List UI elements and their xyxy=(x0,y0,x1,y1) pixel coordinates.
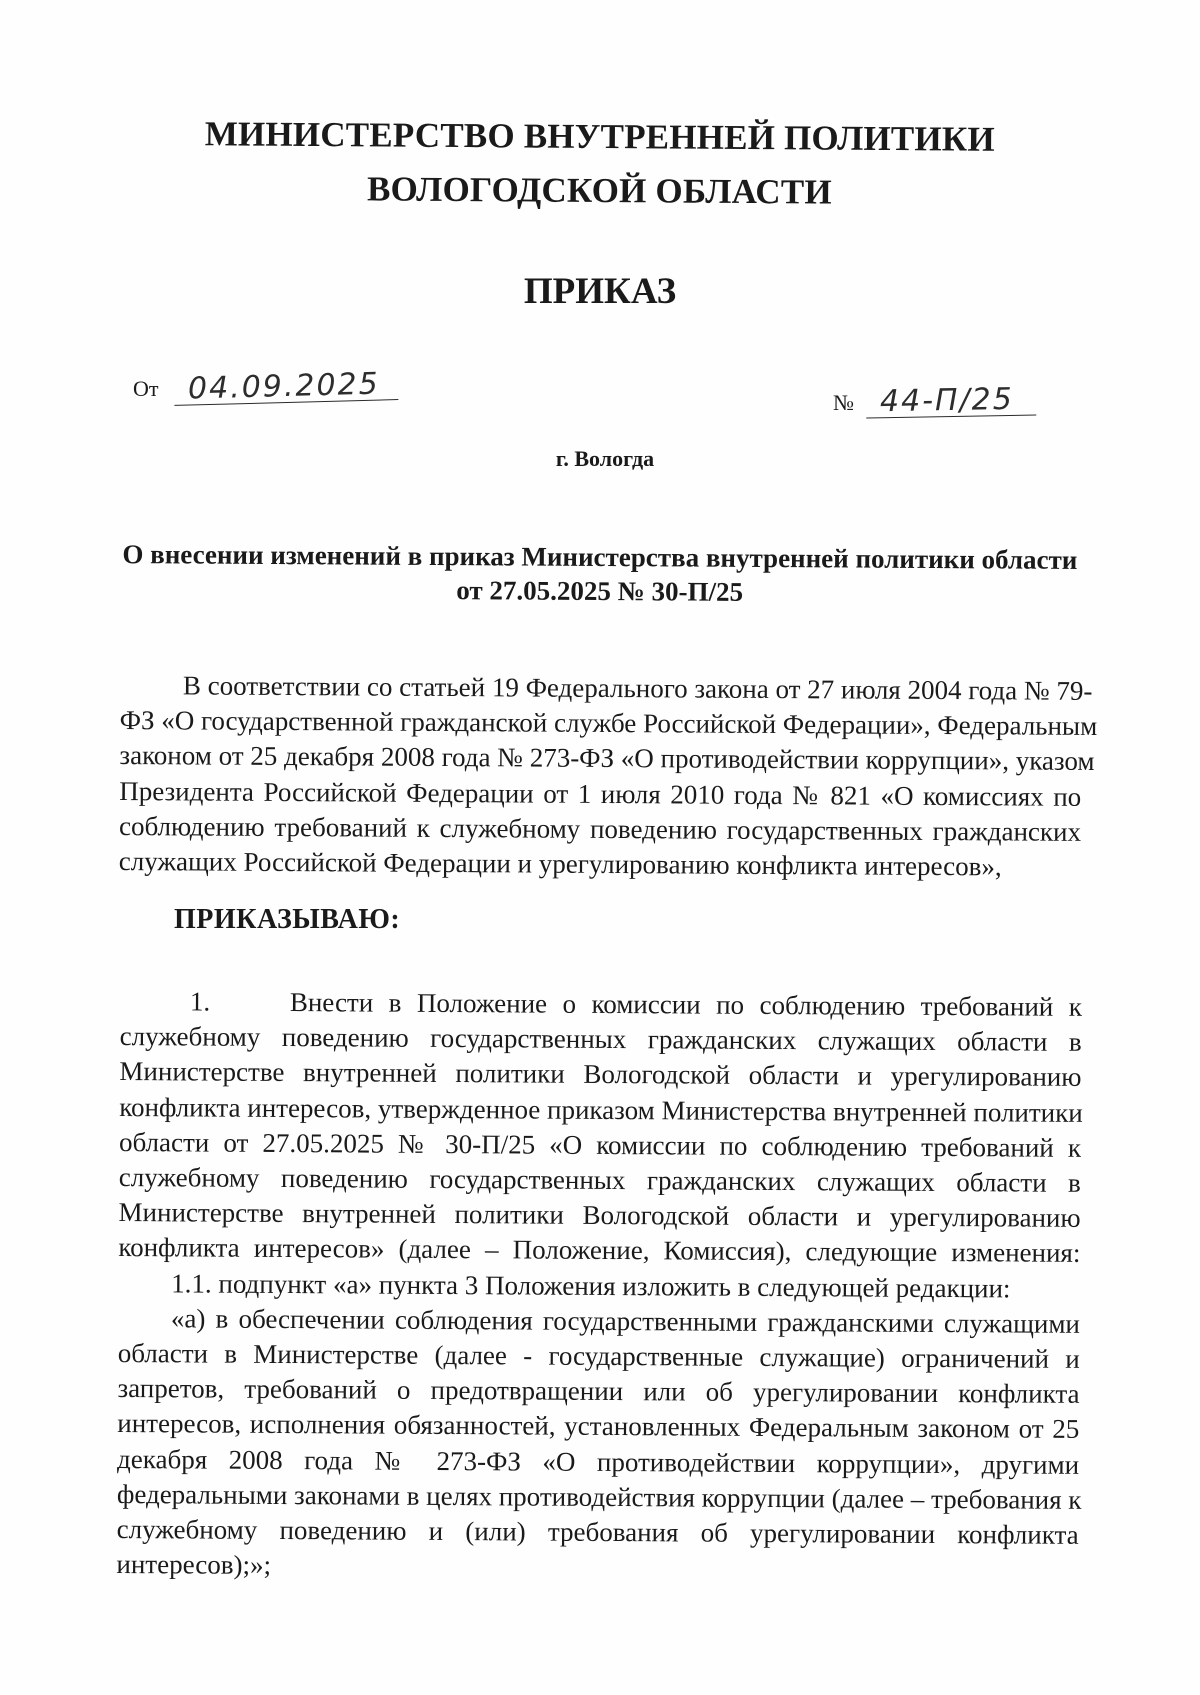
quote-line: декабря 2008 года № 273-ФЗ «О противодействии коррупции», другими xyxy=(117,1443,1080,1480)
preamble-paragraph xyxy=(118,668,1098,885)
subject-line2: от 27.05.2025 № 30-П/25 xyxy=(456,575,744,607)
preamble-line: служащих Российской Федерации и урегулированию конфликта интересов», xyxy=(118,846,1002,882)
ministry-heading xyxy=(0,106,1200,222)
item-1-first-text: Внести в Положение о комиссии по соблюдению требований к xyxy=(289,987,1082,1022)
handwritten-date: 04.09.2025 xyxy=(174,369,399,406)
date-field xyxy=(133,366,398,407)
number-prefix: № xyxy=(833,390,854,415)
quote-line: области в Министерстве (далее - государственные служащие) ограничений и xyxy=(117,1338,1080,1374)
item-1-line: служебному поведению государственных гражданских служащих области в xyxy=(119,1021,1082,1058)
item-1-first-line xyxy=(120,984,1082,1025)
quote-line: интересов);»; xyxy=(116,1549,272,1581)
preamble-line: ФЗ «О государственной гражданской службе Российской Федерации», Федеральным xyxy=(119,705,1098,742)
ministry-heading-line2: ВОЛОГОДСКОЙ ОБЛАСТИ xyxy=(366,169,832,212)
quote-line: служебному поведению и (или) требования об урегулировании конфликта xyxy=(116,1514,1079,1550)
quote-line: интересов, исполнения обязанностей, установленных Федеральным законом от 25 xyxy=(117,1408,1080,1445)
quote-line: запретов, требований о предотвращении или об урегулировании конфликта xyxy=(117,1373,1080,1410)
item-1-line: Министерстве внутренней политики Вологодской области и урегулированию xyxy=(119,1056,1082,1093)
item-1-number: 1. xyxy=(189,986,211,1017)
number-field xyxy=(833,381,1035,420)
ministry-heading-line1: МИНИСТЕРСТВО ВНУТРЕННЕЙ ПОЛИТИКИ xyxy=(204,114,995,159)
date-prefix: От xyxy=(133,376,159,401)
item-1-line: конфликта интересов, утвержденное приказом Министерства внутренней политики xyxy=(119,1091,1083,1128)
preamble-line: Президента Российской Федерации от 1 июля 2010 года № 821 «О комиссиях по xyxy=(119,775,1082,812)
order-subject xyxy=(0,536,1200,611)
decree-word: ПРИКАЗЫВАЮ: xyxy=(174,904,401,935)
item-1-line: Министерстве внутренней политики Вологодской области и урегулированию xyxy=(118,1197,1081,1234)
subitem-1-1: 1.1. подпункт «а» пункта 3 Положения изложить в следующей редакции: xyxy=(171,1267,1011,1304)
item-1-line: служебному поведению государственных гражданских служащих области в xyxy=(118,1162,1081,1198)
quote-line: федеральными законами в целях противодействия коррупции (далее – требования к xyxy=(116,1478,1082,1515)
city-label: г. Вологда xyxy=(555,446,655,471)
item-1-line: конфликта интересов» (далее – Положение, Комиссия), следующие изменения: xyxy=(118,1232,1081,1269)
subject-line1: О внесении изменений в приказ Министерства внутренней политики области xyxy=(122,539,1078,575)
preamble-line: соблюдению требований к служебному поведению государственных гражданских xyxy=(118,810,1082,847)
order-items xyxy=(116,984,1082,1588)
document-type-title: ПРИКАЗ xyxy=(523,271,677,312)
preamble-line: законом от 25 декабря 2008 года № 273-ФЗ «О противодействии коррупции», указом xyxy=(119,740,1095,777)
item-1-line: области от 27.05.2025 № 30-П/25 «О комиссии по соблюдению требований к xyxy=(118,1126,1082,1163)
preamble-line: В соответствии со статьей 19 Федерального закона от 27 июля 2004 года № 79- xyxy=(182,670,1093,706)
quote-first-line: «а) в обеспечении соблюдения государственными гражданскими служащими xyxy=(170,1303,1081,1339)
handwritten-number: 44-П/25 xyxy=(865,385,1035,419)
